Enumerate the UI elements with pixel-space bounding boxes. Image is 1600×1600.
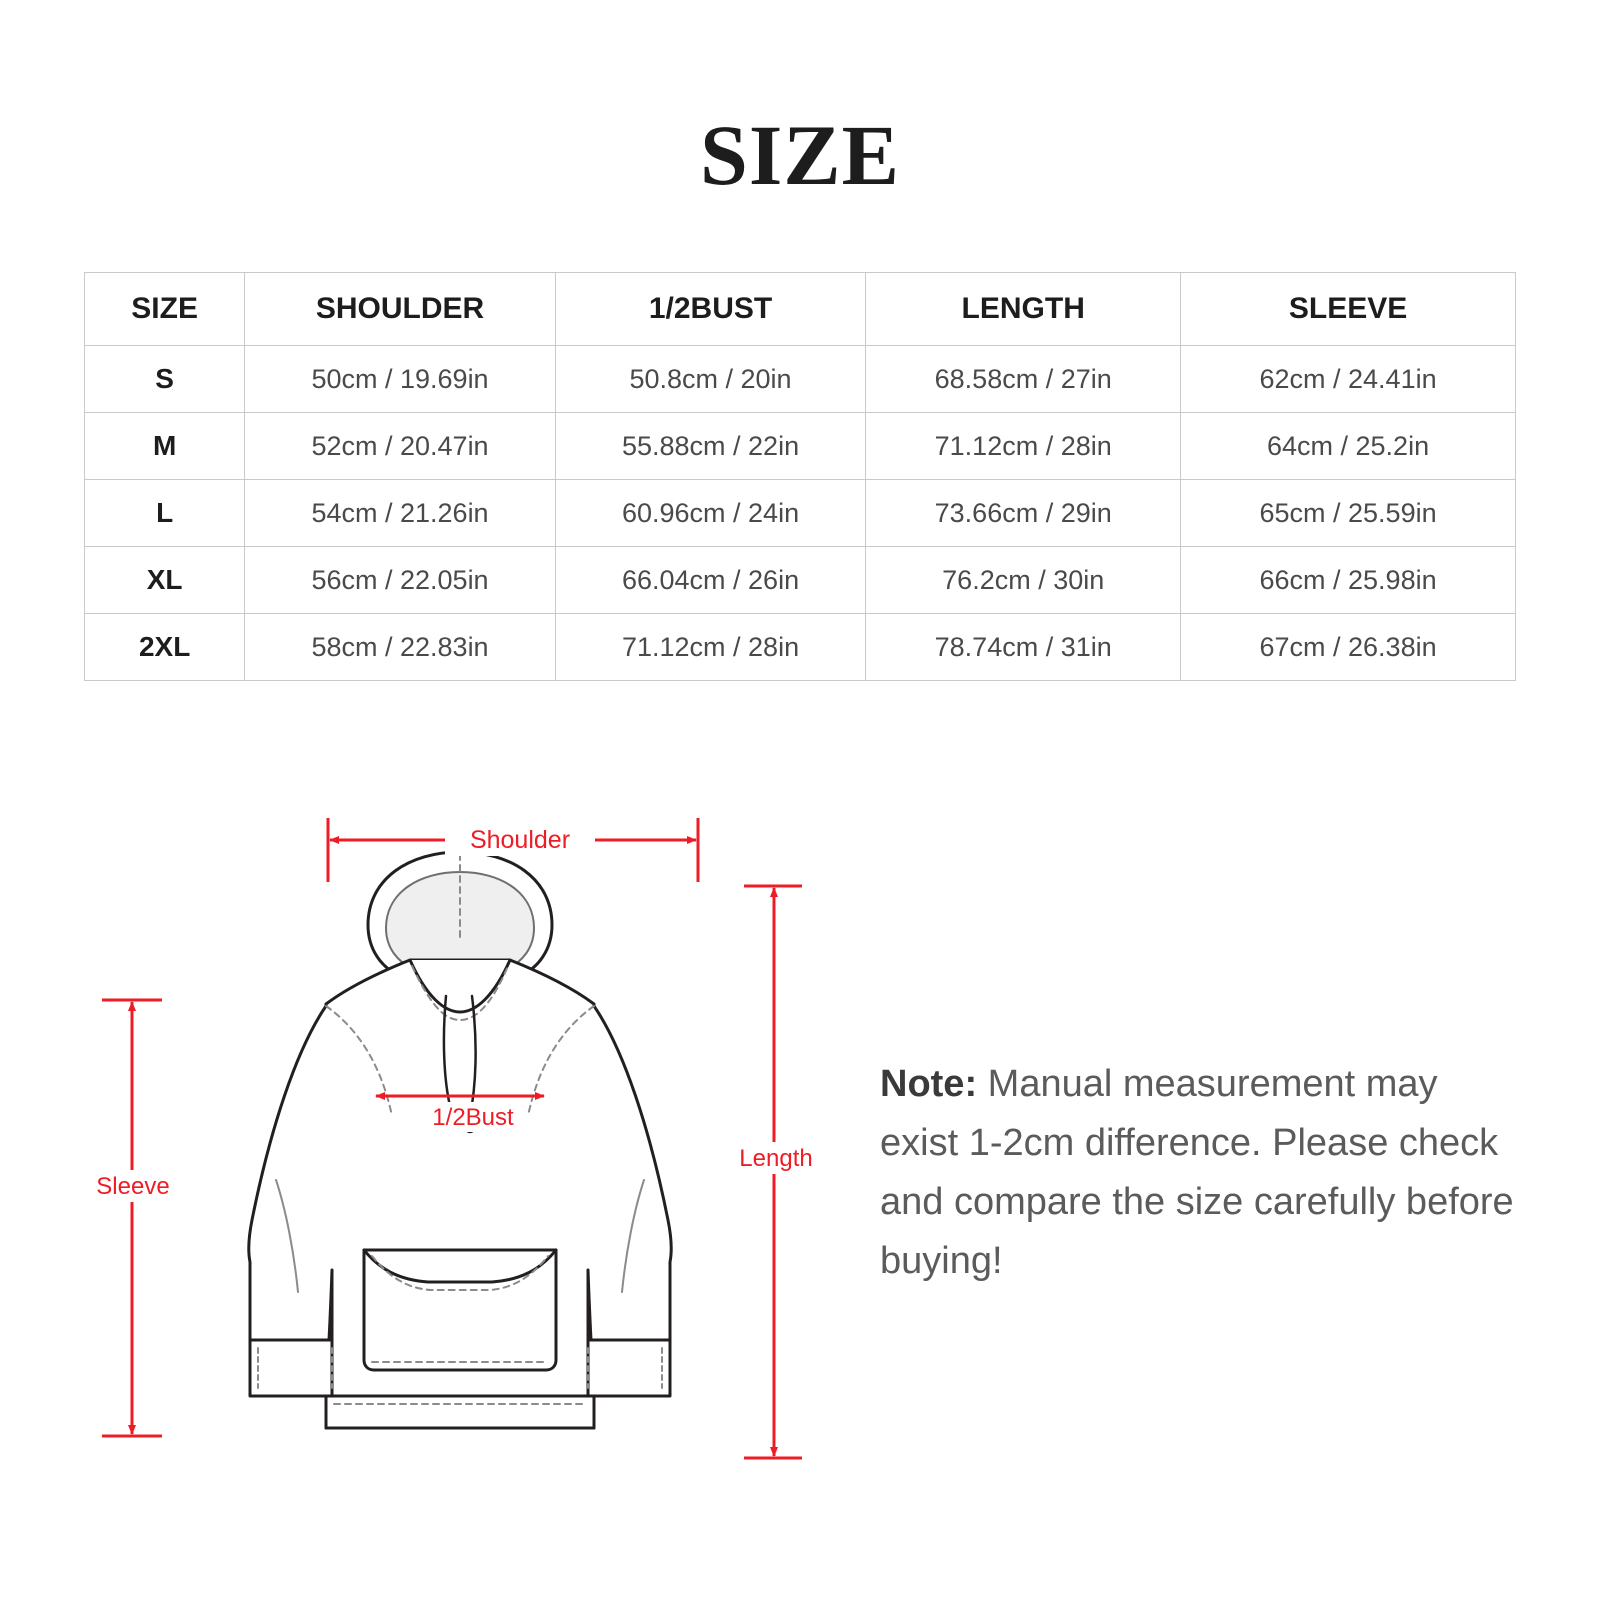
size-chart-table-wrapper	[84, 272, 1516, 681]
note-label: Note:	[880, 1063, 978, 1105]
cell-bust: 55.88cm / 22in	[555, 413, 866, 480]
table-row	[85, 547, 1516, 614]
page-title: SIZE	[699, 107, 901, 203]
cell-size: L	[85, 480, 245, 547]
cell-size: S	[85, 346, 245, 413]
cell-shoulder: 50cm / 19.69in	[245, 346, 556, 413]
bust-label: 1/2Bust	[432, 1104, 514, 1131]
column-header-bust: 1/2BUST	[555, 273, 866, 346]
table-row	[85, 413, 1516, 480]
cell-length: 73.66cm / 29in	[866, 480, 1181, 547]
column-header-length: LENGTH	[866, 273, 1181, 346]
cell-length: 76.2cm / 30in	[866, 547, 1181, 614]
sleeve-label: Sleeve	[96, 1173, 170, 1200]
note-block	[880, 1055, 1520, 1291]
cell-shoulder: 54cm / 21.26in	[245, 480, 556, 547]
table-row	[85, 346, 1516, 413]
sleeve-measure-arrow	[102, 1000, 162, 1436]
cell-bust: 66.04cm / 26in	[555, 547, 866, 614]
table-header-row	[85, 273, 1516, 346]
cell-size: XL	[85, 547, 245, 614]
cell-bust: 60.96cm / 24in	[555, 480, 866, 547]
cell-length: 78.74cm / 31in	[866, 614, 1181, 681]
table-row	[85, 614, 1516, 681]
cell-size: 2XL	[85, 614, 245, 681]
cell-sleeve: 65cm / 25.59in	[1181, 480, 1516, 547]
cell-shoulder: 58cm / 22.83in	[245, 614, 556, 681]
length-label: Length	[739, 1145, 813, 1172]
measurement-diagram	[80, 800, 860, 1500]
cell-sleeve: 67cm / 26.38in	[1181, 614, 1516, 681]
cell-sleeve: 64cm / 25.2in	[1181, 413, 1516, 480]
cell-size: M	[85, 413, 245, 480]
cell-length: 68.58cm / 27in	[866, 346, 1181, 413]
cell-sleeve: 62cm / 24.41in	[1181, 346, 1516, 413]
hoodie-illustration	[249, 852, 672, 1428]
column-header-shoulder: SHOULDER	[245, 273, 556, 346]
size-chart-table	[84, 272, 1516, 681]
cell-bust: 50.8cm / 20in	[555, 346, 866, 413]
cell-bust: 71.12cm / 28in	[555, 614, 866, 681]
column-header-size: SIZE	[85, 273, 245, 346]
table-row	[85, 480, 1516, 547]
shoulder-label: Shoulder	[469, 826, 571, 854]
cell-length: 71.12cm / 28in	[866, 413, 1181, 480]
note-text: Manual measurement may exist 1-2cm difference. Please check and compare the size carefully before buying!	[880, 1063, 1514, 1282]
cell-shoulder: 52cm / 20.47in	[245, 413, 556, 480]
cell-sleeve: 66cm / 25.98in	[1181, 547, 1516, 614]
cell-shoulder: 56cm / 22.05in	[245, 547, 556, 614]
column-header-sleeve: SLEEVE	[1181, 273, 1516, 346]
